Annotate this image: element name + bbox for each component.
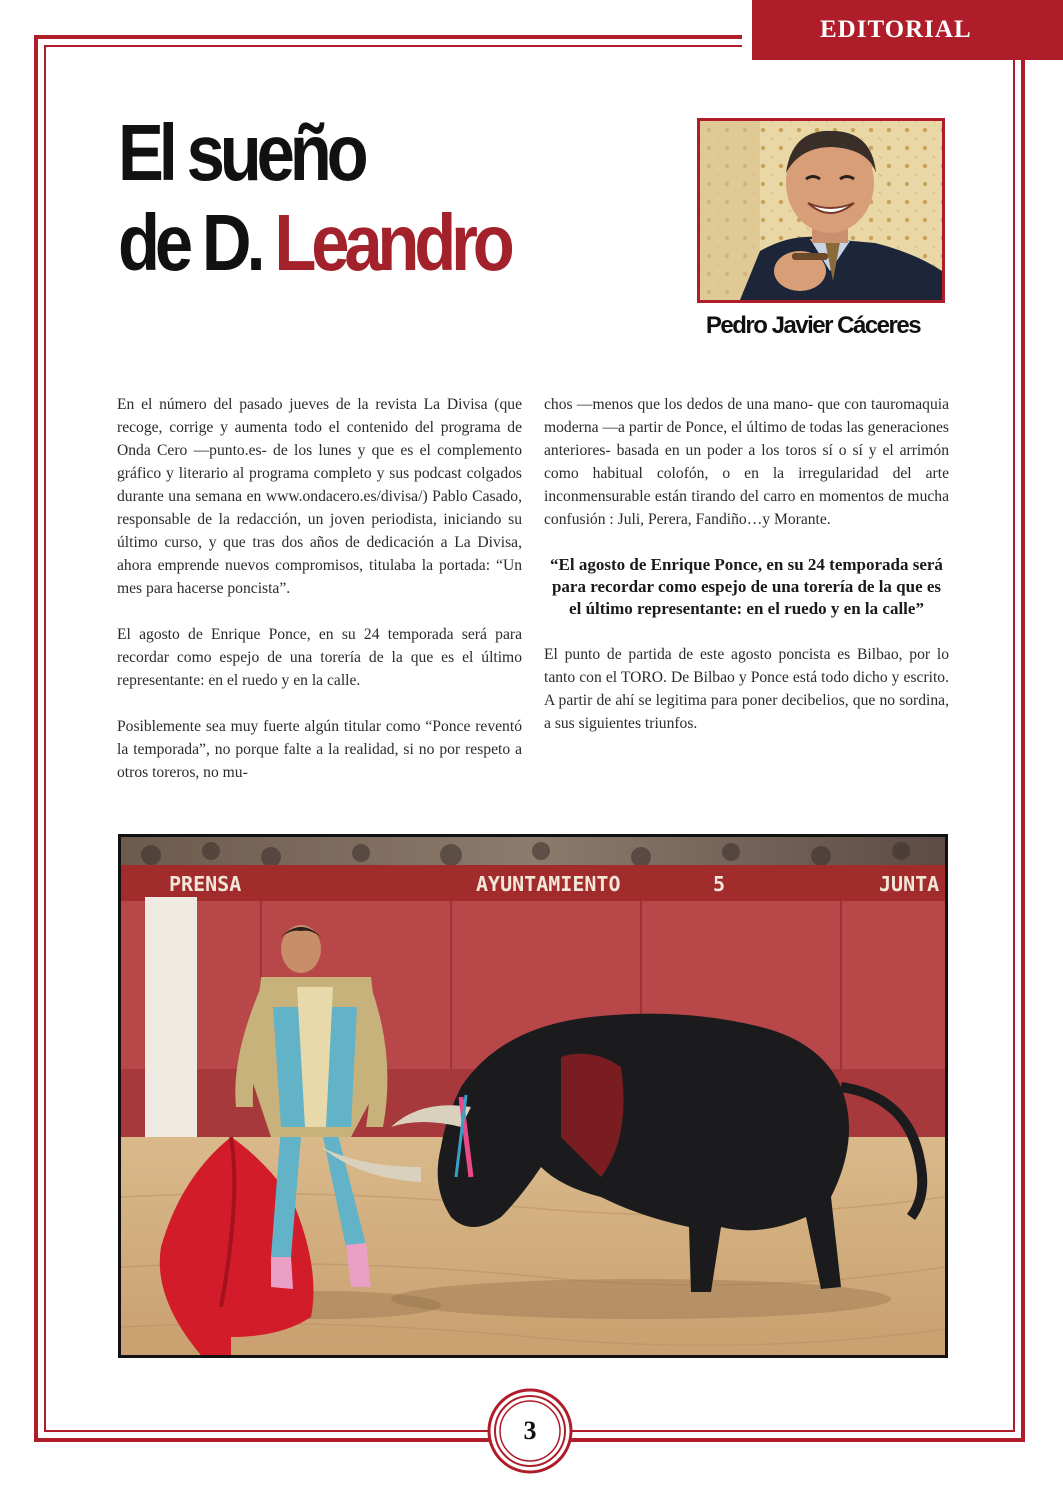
page-number: 3 [523, 1416, 537, 1445]
page-number-medallion [487, 1415, 573, 1501]
right-paragraph-2: El punto de partida de este agosto poncista es Bilbao, por lo tanto con el TORO. De Bilbao y Ponce está todo dicho y escrito. A partir de ahí se legitima para poner decibelios, que no sordina, a sus siguientes triunfos. [544, 646, 949, 732]
sign-prensa: PRENSA [169, 872, 242, 896]
left-paragraph-3: Posiblemente sea muy fuerte algún titular como “Ponce reventó la temporada”, no porque falte a la realidad, si no por respeto a otros toreros, no mu- [117, 718, 522, 781]
left-paragraph-2: El agosto de Enrique Ponce, en su 24 temporada será para recordar como espejo de una torería de la que es el último representante: en el ruedo y en la calle. [117, 626, 522, 689]
author-name: Pedro Javier Cáceres [705, 312, 921, 339]
sign-junta: JUNTA [879, 872, 940, 896]
right-paragraph-1: chos —menos que los dedos de una mano- que con tauromaquia moderna —a partir de Ponce, el último de todas las generaciones anteriores- basada en un poder a los toros sí o sí y el arrimón como habitual colofón, o en la irregularidad del arte inconmensurable están tirando del carro en momentos de mucha confusión : Juli, Perera, Fandiño…y Morante. [544, 396, 949, 528]
bullfight-photo [118, 834, 948, 1358]
headline-line1: El sueño [118, 108, 364, 197]
headline [118, 108, 510, 288]
pull-quote: “El agosto de Enrique Ponce, en su 24 temporada será para recordar como espejo de una torería de la que es el último representante: en el ruedo y en la calle” [550, 555, 943, 618]
left-column [117, 393, 522, 807]
sign-ayuntamiento: AYUNTAMIENTO [476, 872, 621, 896]
left-paragraph-1: En el número del pasado jueves de la revista La Divisa (que recoge, corrige y aumenta todo el contenido del programa de Onda Cero —punto.es- de los lunes y que es el complemento gráfico y literario al programa completo y sus podcast colgados durante una semana en www.ondacero.es/divisa/) Pablo Casado, responsable de la redacción, un joven periodista, iniciando su último curso, y que tras dos años de dedicación a La Divisa, ahora emprende nuevos compromisos, titulaba la portada: “Un mes para hacerse poncista”. [117, 396, 522, 597]
author-portrait-illustration [700, 121, 942, 300]
sign-number: 5 [713, 872, 726, 896]
section-tab: EDITORIAL [752, 0, 1063, 60]
author-photo [697, 118, 945, 303]
right-column [544, 393, 949, 758]
headline-line2-accent: Leandro [274, 198, 510, 287]
bullfight-illustration [121, 837, 945, 1355]
headline-line2-prefix: de D. [118, 198, 275, 287]
